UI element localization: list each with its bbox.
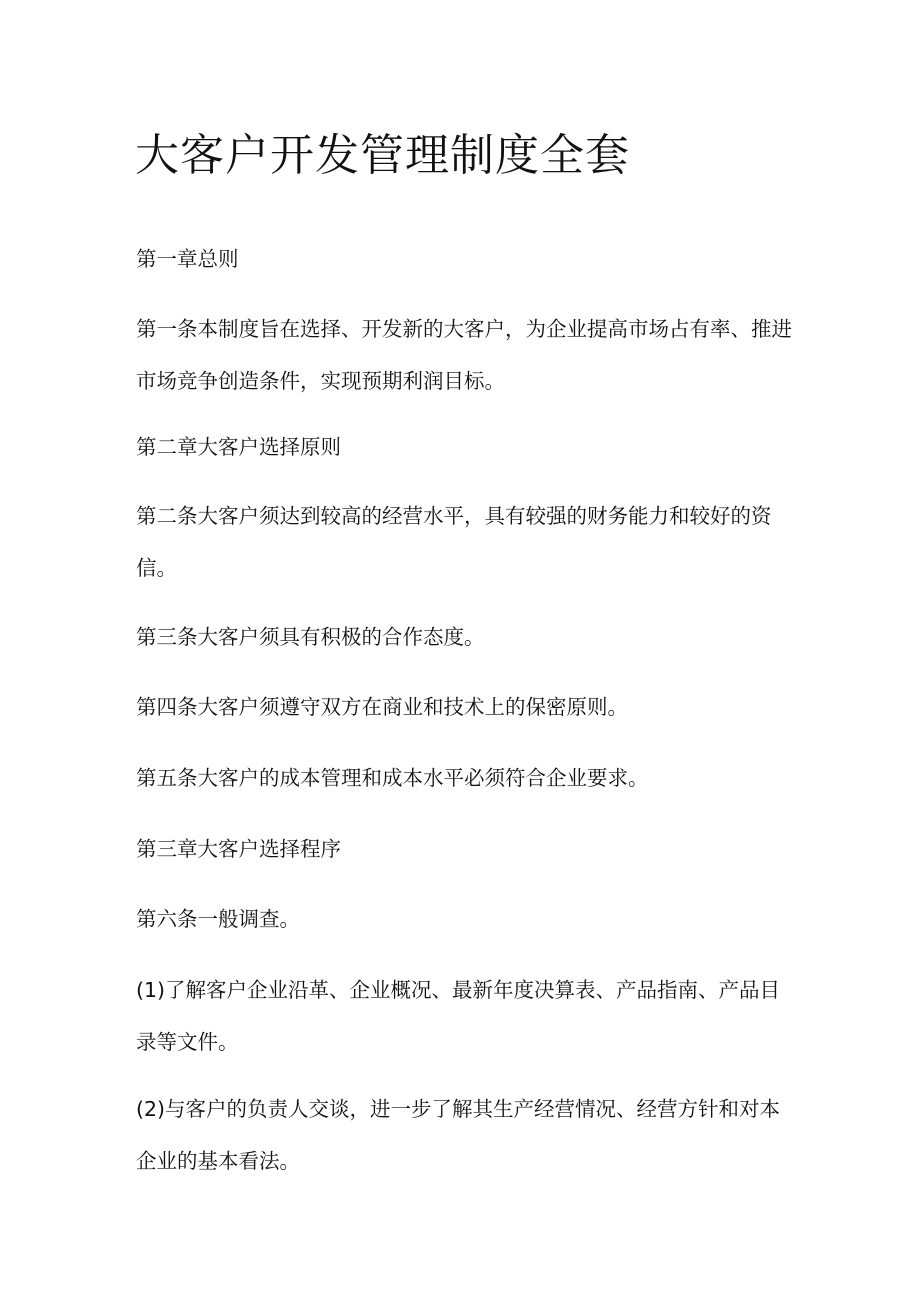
chapter-heading: 第二章大客户选择原则 [136,435,341,459]
article-paragraph: 第二条大客户须达到较高的经营水平，具有较强的财务能力和较好的资信。 [136,504,772,580]
article-paragraph: 第四条大客户须遵守双方在商业和技术上的保密原则。 [136,695,628,719]
document-title: 大客户开发管理制度全套 [135,130,630,181]
chapter-heading: 第一章总则 [136,247,239,271]
article-paragraph: 第三条大客户须具有积极的合作态度。 [136,625,485,649]
list-item: (2)与客户的负责人交谈，进一步了解其生产经营情况、经营方针和对本企业的基本看法。 [136,1097,781,1173]
chapter-heading: 第三章大客户选择程序 [136,837,341,861]
article-paragraph: 第五条大客户的成本管理和成本水平必须符合企业要求。 [136,766,649,790]
article-paragraph: 第六条一般调查。 [136,907,300,931]
article-paragraph: 第一条本制度旨在选择、开发新的大客户，为企业提高市场占有率、推进市场竞争创造条件，实现预期利润目标。 [136,317,792,393]
list-item: (1)了解客户企业沿革、企业概况、最新年度决算表、产品指南、产品目录等文件。 [136,978,781,1054]
